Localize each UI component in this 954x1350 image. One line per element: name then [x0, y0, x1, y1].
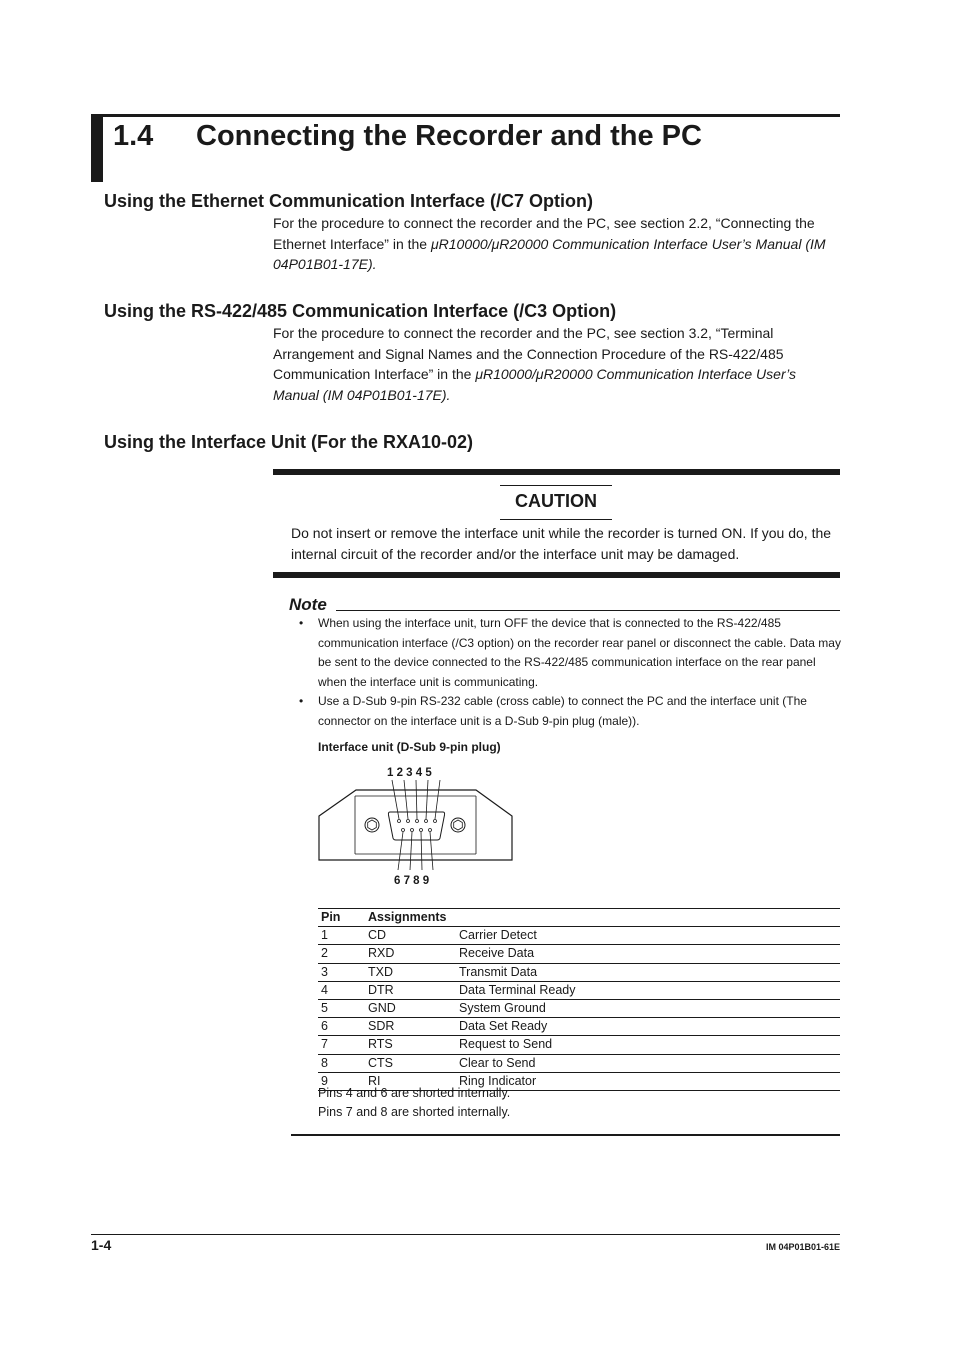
pin-note: Pins 4 and 6 are shorted internally.	[318, 1086, 511, 1100]
pin-signal: GND	[365, 999, 456, 1017]
pin-description: Clear to Send	[456, 1054, 840, 1072]
pin-description: Data Terminal Ready	[456, 981, 840, 999]
section-number: 1.4	[113, 120, 154, 152]
left-screw-icon	[365, 818, 379, 832]
figure-caption: Interface unit (D-Sub 9-pin plug)	[318, 740, 501, 754]
pin-contacts	[398, 820, 437, 832]
pin-description: Transmit Data	[456, 963, 840, 981]
section-title: Connecting the Recorder and the PC	[196, 120, 702, 152]
ethernet-text-manual: μR10000/μR20000 Communication Interface User’s Manual (IM 04P01B01-17E).	[273, 235, 826, 272]
table-header-row	[318, 909, 840, 927]
pin-description: Carrier Detect	[456, 927, 840, 945]
heading-bar	[91, 114, 103, 182]
rs422-text-plain: For the procedure to connect the recorder and the PC, see section 3.2, “Terminal Arrangement and Signal Names and the Connection Procedure of the RS-422/485 Communication Interface” in the	[273, 325, 784, 382]
pin-description: Data Set Ready	[456, 1018, 840, 1036]
table-row	[318, 1018, 840, 1036]
pin-signal: CD	[365, 927, 456, 945]
footer-rule	[91, 1234, 840, 1235]
pin-assignment-table	[318, 908, 840, 1091]
right-screw-icon	[451, 818, 465, 832]
note-end-rule	[291, 1134, 840, 1136]
header-assignments: Assignments	[365, 909, 456, 927]
pin-signal: RI	[365, 1072, 456, 1090]
rs422-text	[273, 323, 843, 405]
table-row	[318, 945, 840, 963]
dsub-shell	[388, 812, 444, 840]
note-title: Note	[289, 595, 327, 614]
ethernet-text-plain: For the procedure to connect the recorder and the PC, see section 2.2, “Connecting the Ethernet Interface” in the	[273, 215, 815, 252]
pin-signal: TXD	[365, 963, 456, 981]
rs422-heading: Using the RS-422/485 Communication Interface (/C3 Option)	[104, 301, 617, 321]
table-row	[318, 963, 840, 981]
table-row	[318, 927, 840, 945]
pin-leader-lines	[392, 780, 440, 870]
table-row	[318, 999, 840, 1017]
pin-description: System Ground	[456, 999, 840, 1017]
pin-number: 1	[318, 927, 365, 945]
interface-unit-heading: Using the Interface Unit (For the RXA10-02)	[104, 432, 474, 452]
bullet-marker: •	[299, 694, 304, 708]
note-rule	[336, 610, 840, 611]
connector-housing	[319, 790, 512, 860]
note-bullets	[299, 614, 844, 731]
dsub9-connector-diagram	[316, 762, 516, 890]
header-pin: Pin	[318, 909, 365, 927]
note-bullet-text: Use a D-Sub 9-pin RS-232 cable (cross cable) to connect the PC and the interface unit (The connector on the interface unit is a D-Sub 9-pin plug (male)).	[318, 694, 807, 728]
connector-face	[355, 796, 476, 854]
bullet-marker: •	[299, 616, 304, 630]
rs422-text-manual: μR10000/μR20000 Communication Interface User’s Manual (IM 04P01B01-17E).	[273, 366, 796, 403]
pin-number: 3	[318, 963, 365, 981]
ethernet-text	[273, 213, 843, 275]
bottom-pin-numbers: 6 7 8 9	[394, 875, 430, 887]
pin-number: 8	[318, 1054, 365, 1072]
pin-number: 5	[318, 999, 365, 1017]
heading-rule	[103, 114, 840, 117]
pin-number: 4	[318, 981, 365, 999]
pin-signal: CTS	[365, 1054, 456, 1072]
caution-top-rule	[273, 469, 840, 475]
table-row	[318, 1036, 840, 1054]
pin-number: 6	[318, 1018, 365, 1036]
section-heading	[113, 120, 702, 153]
pin-description: Ring Indicator	[456, 1072, 840, 1090]
note-bullet	[299, 614, 844, 692]
caution-bottom-rule	[273, 572, 840, 578]
pin-signal: SDR	[365, 1018, 456, 1036]
table-row	[318, 1054, 840, 1072]
ethernet-heading: Using the Ethernet Communication Interface (/C7 Option)	[104, 191, 594, 211]
pin-signal: RTS	[365, 1036, 456, 1054]
note-bullet-text: When using the interface unit, turn OFF the device that is connected to the RS-422/485 communication interface (/C3 option) on the recorder rear panel or disconnect the cable. Data may be sent to the device connected to the RS-422/485 communication interface on the rear panel when the interface unit is communicating.	[318, 616, 841, 689]
pin-description: Receive Data	[456, 945, 840, 963]
note-bullet	[299, 692, 844, 731]
pin-description: Request to Send	[456, 1036, 840, 1054]
top-pin-numbers: 1 2 3 4 5	[387, 767, 432, 779]
table-row	[318, 981, 840, 999]
caution-title: CAUTION	[515, 491, 597, 511]
page-number: 1-4	[91, 1237, 112, 1253]
document-id: IM 04P01B01-61E	[765, 1242, 840, 1252]
pin-signal: RXD	[365, 945, 456, 963]
pin-number: 2	[318, 945, 365, 963]
pin-number: 9	[318, 1072, 365, 1090]
pin-note: Pins 7 and 8 are shorted internally.	[318, 1105, 511, 1119]
header-description	[456, 909, 840, 927]
caution-text: Do not insert or remove the interface unit while the recorder is turned ON. If you do, the internal circuit of the recorder and/or the interface unit may be damaged.	[291, 525, 832, 562]
pin-signal: DTR	[365, 981, 456, 999]
pin-number: 7	[318, 1036, 365, 1054]
